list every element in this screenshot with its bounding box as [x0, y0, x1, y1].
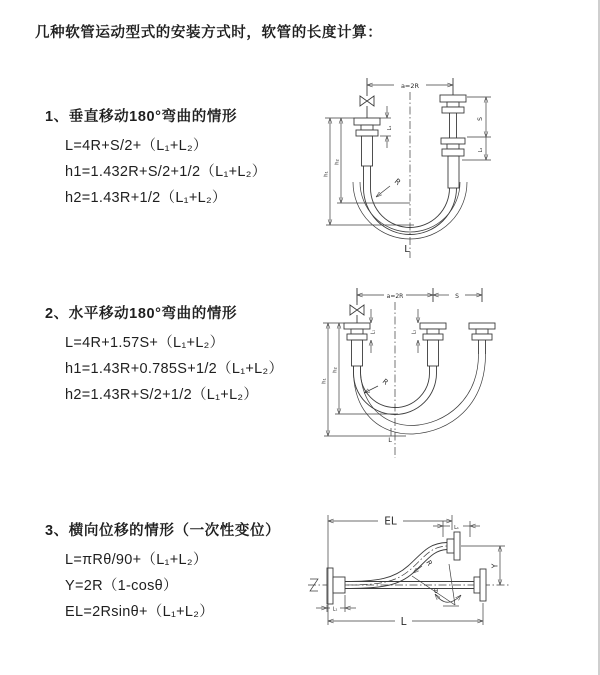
right-flange-moved — [469, 288, 495, 354]
diagram-lateral-displacement — [300, 495, 600, 660]
dim-l1-label: L₁ — [371, 329, 377, 335]
formula-line: Y=2R（1-cosθ） — [65, 578, 178, 594]
braid-section — [428, 340, 439, 366]
section-3 — [45, 522, 280, 625]
dimension-lines — [316, 515, 505, 625]
section-1-heading: 1、垂直移动180°弯曲的情形 — [45, 109, 238, 125]
radius-label: R — [392, 176, 403, 187]
length-label: L — [388, 436, 392, 444]
dim-h1-label: h₁ — [323, 171, 330, 177]
diagram-horizontal-180-bend — [310, 278, 600, 466]
dim-l1-label: L₁ — [387, 125, 393, 131]
dim-s-label: S — [477, 117, 484, 121]
dimension-labels — [333, 516, 500, 628]
section-2 — [45, 305, 283, 408]
page-title: 几种软管运动型式的安装方式时，软管的长度计算： — [35, 25, 383, 41]
dim-l1-top-label: L₁ — [454, 524, 459, 531]
braid-section — [362, 136, 373, 166]
dim-a2r-label: a=2R — [400, 82, 420, 90]
section-2-heading: 2、水平移动180°弯曲的情形 — [45, 306, 238, 322]
left-flange — [344, 323, 370, 366]
formula-line: L=4R+S/2+（L₁+L₂） — [65, 138, 208, 154]
braid-section — [352, 340, 363, 366]
formula-line: L=4R+1.57S+（L₁+L₂） — [65, 335, 225, 351]
radius-label: R — [424, 559, 434, 568]
left-flange — [354, 118, 380, 166]
dim-l2-label: L₂ — [478, 147, 484, 153]
upper-flange-displaced — [447, 532, 460, 560]
radius-label: R — [380, 377, 390, 387]
formula-line: h1=1.43R+0.785S+1/2（L₁+L₂） — [65, 361, 284, 377]
length-label: L — [404, 244, 410, 255]
valve-icon — [360, 78, 374, 118]
theta-label: θ — [434, 587, 438, 595]
dim-a2r-label: a=2R — [386, 292, 404, 300]
dim-l1-bottom-label: L₁ — [332, 606, 338, 613]
dimension-lines — [325, 85, 491, 225]
dim-y-label: Y — [490, 563, 500, 569]
right-flange-upper — [440, 78, 466, 138]
braid-section — [448, 156, 459, 188]
dim-el-label: EL — [384, 515, 397, 528]
dim-h2-label: h₂ — [332, 367, 339, 373]
dim-h2-label: h₂ — [334, 159, 341, 165]
formula-line: L=πRθ/90+（L₁+L₂） — [65, 552, 208, 568]
length-label: L — [400, 615, 407, 628]
section-3-heading: 3、横向位移的情形（一次性变位） — [45, 523, 281, 539]
diagram-vertical-180-bend — [310, 70, 600, 266]
right-flange-lower — [441, 138, 465, 188]
section-1 — [45, 108, 267, 211]
formula-line: EL=2Rsinθ+（L₁+L₂） — [65, 604, 215, 620]
dim-l2-label: L₂ — [412, 329, 418, 335]
formula-line: h1=1.432R+S/2+1/2（L₁+L₂） — [65, 164, 267, 180]
middle-flange — [420, 288, 446, 366]
formula-line: h2=1.43R+S/2+1/2（L₁+L₂） — [65, 387, 259, 403]
formula-line: h2=1.43R+1/2（L₁+L₂） — [65, 190, 227, 206]
left-flange — [327, 568, 345, 604]
hose-u-bend — [353, 354, 485, 436]
dim-s-label: S — [455, 292, 459, 300]
dim-h1-label: h₁ — [321, 378, 328, 384]
